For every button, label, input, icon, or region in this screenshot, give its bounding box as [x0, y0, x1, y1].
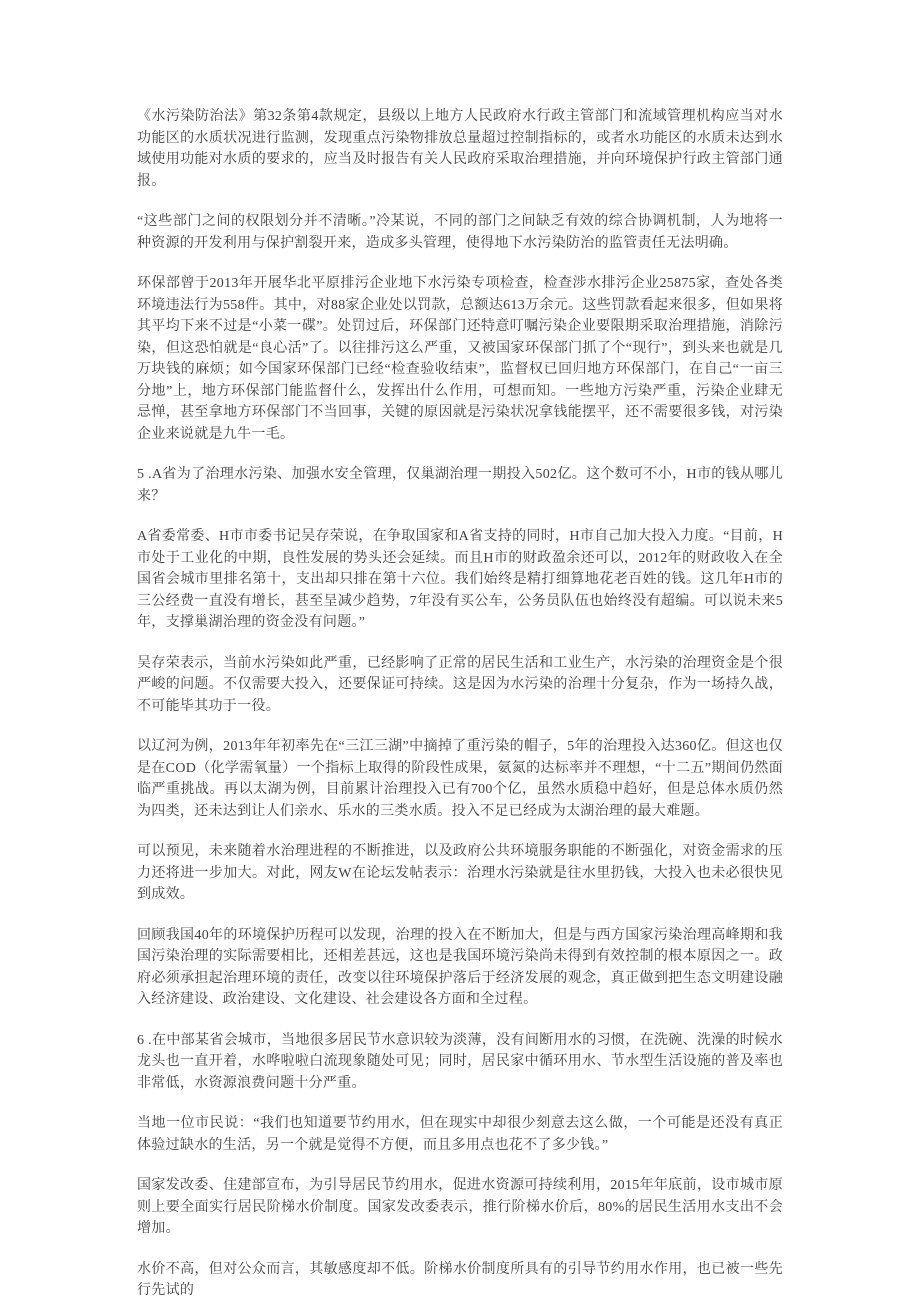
paragraph-authority-division-quote: “这些部门之间的权限划分并不清晰。”冷某说，不同的部门之间缺乏有效的综合协调机制，人为地将一种资源的开发利用与保护割裂开来，造成多头管理，使得地下水污染防治的监管责任无法明确。: [137, 214, 783, 251]
document-body: [137, 106, 783, 1302]
paragraph-citizen-quote: 当地一位市民说：“我们也知道要节约用水，但在现实中却很少刻意去这么做，一个可能是还没有真正体验过缺水的生活，另一个就是觉得不方便，而且多用点也花不了多少钱。”: [137, 1116, 783, 1153]
paragraph-wu-cunrong-funding-quote: A省委常委、H市市委书记吴存荣说，在争取国家和A省支持的同时，H市自己加大投入力度。“目前，H市处于工业化的中期，良性发展的势头还会延续。而且H市的财政盈余还可以，2012年的财政收入在全国省会城市里排名第十，支出却只排在第十六位。我们始终是精打细算地花老百姓的钱。这几年H市的三公经费一直没有增长，甚至呈减少趋势，7年没有买公车，公务员队伍也始终没有超编。可以说未来5年，支撑巢湖治理的资金没有问题。”: [137, 529, 783, 630]
paragraph-liaohe-taihu-example: 以辽河为例，2013年年初率先在“三江三湖”中摘掉了重污染的帽子，5年的治理投入达360亿。但这也仅是在COD（化学需氧量）一个指标上取得的阶段性成果，氨氮的达标率并不理想，“十二五”期间仍然面临严重挑战。再以太湖为例，目前累计治理投入已有700个亿，虽然水质稳中趋好，但是总体水质仍然为四类，还未达到让人们亲水、乐水的三类水质。投入不足已经成为太湖治理的最大难题。: [137, 739, 783, 819]
paragraph-wu-cunrong-statement: 吴存荣表示，当前水污染如此严重，已经影响了正常的居民生活和工业生产，水污染的治理资金是个很严峻的问题。不仅需要大投入，还要保证可持续。这是因为水污染的治理十分复杂，作为一场持久战，不可能毕其功于一役。: [137, 655, 783, 714]
paragraph-future-funding-pressure: 可以预见，未来随着水治理进程的不断推进，以及政府公共环境服务职能的不断强化，对资金需求的压力还将进一步加大。对此，网友W在论坛发帖表示：治理水污染就是往水里扔钱，大投入也未必很快见到成效。: [137, 844, 783, 902]
paragraph-law-provision: 《水污染防治法》第32条第4款规定，县级以上地方人民政府水行政主管部门和流域管理机构应当对水功能区的水质状况进行监测，发现重点污染物排放总量超过控制指标的，或者水功能区的水质未达到水域使用功能对水质的要求的，应当及时报告有关人民政府采取治理措施，并向环境保护行政主管部门通报。: [137, 109, 783, 189]
paragraph-mep-inspection: 环保部曾于2013年开展华北平原排污企业地下水污染专项检查，检查涉水排污企业25875家，查处各类环境违法行为558件。其中，对88家企业处以罚款，总额达613万余元。这些罚款看起来很多，但如果将其平均下来不过是“小菜一碟”。处罚过后，环保部门还特意叮嘱污染企业要限期采取治理措施，消除污染，但这恐怕就是“良心活”了。以往排污这么严重，又被国家环保部门抓了个“现行”，到头来也就是几万块钱的麻烦；如今国家环保部门已经“检查验收结束”，监督权已回归地方环保部门，在自己“一亩三分地”上，地方环保部门能监督什么，发挥出什么作用，可想而知。一些地方污染严重，污染企业肆无忌惮，甚至拿地方环保部门不当回事，关键的原因就是污染状况拿钱能摆平，还不需要很多钱，对污染企业来说就是九牛一毛。: [137, 276, 783, 442]
paragraph-40-years-review: 回顾我国40年的环境保护历程可以发现，治理的投入在不断加大，但是与西方国家污染治理高峰期和我国污染治理的实际需要相比，还相差甚远，这也是我国环境污染尚未得到有效控制的根本原因之一。政府必须承担起治理环境的责任，改变以往环境保护落后于经济发展的观念，真正做到把生态文明建设融入经济建设、政治建设、文化建设、社会建设各方面和全过程。: [137, 927, 783, 1007]
paragraph-water-price-sensitivity: 水价不高，但对公众而言，其敏感度却不低。阶梯水价制度所具有的引导节约用水作用，也已被一些先行先试的: [137, 1261, 783, 1298]
question-item-6: 6 .在中部某省会城市，当地很多居民节水意识较为淡薄，没有间断用水的习惯，在洗碗、洗澡的时候水龙头也一直开着，水哗啦啦白流现象随处可见；同时，居民家中循环用水、节水型生活设施的普及率也非常低，水资源浪费问题十分严重。: [137, 1032, 783, 1091]
paragraph-ndrc-announcement: 国家发改委、住建部宣布，为引导居民节约用水，促进水资源可持续利用，2015年年底前，设市城市原则上要全面实行居民阶梯水价制度。国家发改委表示，推行阶梯水价后，80%的居民生活用水支出不会增加。: [137, 1178, 783, 1236]
question-item-5: 5 .A省为了治理水污染、加强水安全管理，仅巢湖治理一期投入502亿。这个数可不小，H市的钱从哪儿来？: [137, 467, 783, 504]
